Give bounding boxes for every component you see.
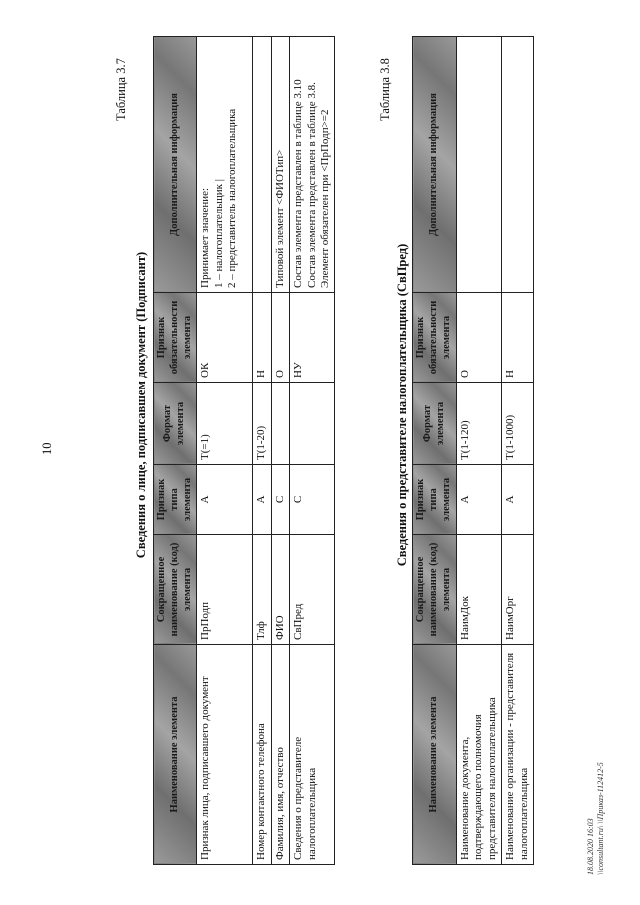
cell-name: Фамилия, имя, отчество (271, 645, 289, 865)
header-info: Дополнительная информация (154, 37, 197, 293)
table-3-8-label: Таблица 3.8 (378, 58, 392, 121)
cell-code: ФИО (271, 535, 289, 645)
cell-info (253, 37, 271, 293)
header-name: Наименование элемента (154, 645, 197, 865)
header-required: Признак обязательности элемента (154, 293, 197, 383)
table-3-8 (412, 36, 534, 865)
print-stamp (586, 762, 605, 875)
cell-required: Н (253, 293, 271, 383)
table-3-7-title: Сведения о лице, подписавшем документ (Подписант) (134, 251, 148, 559)
cell-code: НаимДок (457, 535, 502, 645)
table-row (290, 37, 335, 865)
cell-info: Принимает значение: 1 – налогоплательщик | 2 – представитель налогоплательщика (197, 37, 253, 293)
table-3-7 (153, 36, 335, 865)
cell-required: НУ (290, 293, 335, 383)
cell-required: Н (502, 293, 534, 383)
cell-info: Состав элемента представлен в таблице 3.10 Состав элемента представлен в таблице 3.8. Элемент обязателен при <ПрПодп>=2 (290, 37, 335, 293)
header-type: Признак типа элемента (413, 465, 457, 535)
cell-code: НаимОрг (502, 535, 534, 645)
table-row (197, 37, 253, 865)
cell-type: А (502, 465, 534, 535)
cell-info: Типовой элемент <ФИОТип> (271, 37, 289, 293)
header-name: Наименование элемента (413, 645, 457, 865)
cell-code: Тлф (253, 535, 271, 645)
cell-required: ОК (197, 293, 253, 383)
header-required: Признак обязательности элемента (413, 293, 457, 383)
stamp-line-2: \\consultant.ru\ \\Приказ-112412-5 (595, 762, 605, 875)
cell-type: А (253, 465, 271, 535)
table-row (502, 37, 534, 865)
cell-required: О (271, 293, 289, 383)
cell-name: Номер контактного телефона (253, 645, 271, 865)
cell-name: Признак лица, подписавшего документ (197, 645, 253, 865)
table-3-8-title: Сведения о представителе налогоплательщика (СвПред) (395, 243, 409, 567)
table-3-8-header-row (413, 37, 457, 865)
cell-type: С (290, 465, 335, 535)
table-row (457, 37, 502, 865)
cell-code: СвПред (290, 535, 335, 645)
cell-format: T(=1) (197, 383, 253, 465)
table-3-7-label: Таблица 3.7 (114, 58, 128, 121)
stamp-line-1: 18.08.2020 16:03 (586, 818, 595, 875)
table-3-7-header-row (154, 37, 197, 865)
header-format: Формат элемента (413, 383, 457, 465)
cell-format: T(1-1000) (502, 383, 534, 465)
cell-name: Сведения о представителе налогоплательщика (290, 645, 335, 865)
page-number: 10 (40, 442, 54, 455)
cell-format: T(1-120) (457, 383, 502, 465)
cell-format (290, 383, 335, 465)
header-format: Формат элемента (154, 383, 197, 465)
header-type: Признак типа элемента (154, 465, 197, 535)
cell-required: О (457, 293, 502, 383)
header-code: Сокращенное наименование (код) элемента (154, 535, 197, 645)
cell-format (271, 383, 289, 465)
cell-format: T(1-20) (253, 383, 271, 465)
cell-type: С (271, 465, 289, 535)
cell-info (502, 37, 534, 293)
header-info: Дополнительная информация (413, 37, 457, 293)
cell-type: А (197, 465, 253, 535)
cell-name: Наименование организации - представителя налогоплательщика (502, 645, 534, 865)
header-code: Сокращенное наименование (код) элемента (413, 535, 457, 645)
cell-name: Наименование документа, подтверждающего полномочия представителя налогоплательщика (457, 645, 502, 865)
cell-type: А (457, 465, 502, 535)
cell-code: ПрПодп (197, 535, 253, 645)
table-row (253, 37, 271, 865)
cell-info (457, 37, 502, 293)
table-row (271, 37, 289, 865)
